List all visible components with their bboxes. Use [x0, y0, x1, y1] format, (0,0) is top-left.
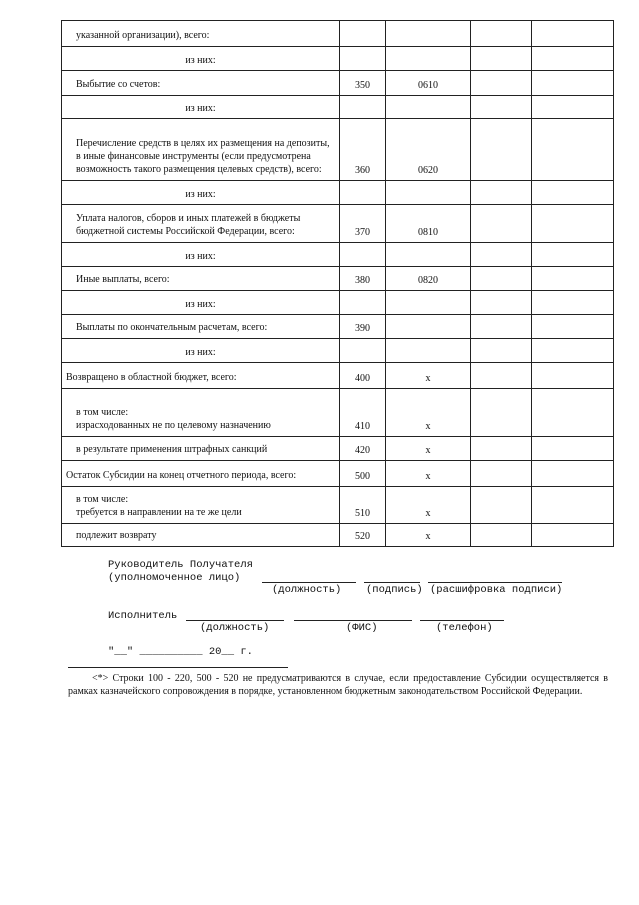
table-row: [62, 267, 614, 291]
table-row: [62, 363, 614, 389]
value-cell: [471, 524, 532, 547]
phone-caption: (телефон): [436, 622, 493, 634]
line-number: 400: [340, 363, 386, 389]
decode-line: [428, 582, 562, 583]
line-number: [340, 243, 386, 267]
line-number: 420: [340, 437, 386, 461]
row-label: Уплата налогов, сборов и иных платежей в бюджеты бюджетной системы Российской Федерации, всего:: [62, 205, 340, 243]
code: x: [386, 389, 471, 437]
table-row: [62, 71, 614, 96]
table-row: [62, 389, 614, 437]
value-cell: [532, 339, 614, 363]
row-label: в том числе: израсходованных не по целевому назначению: [62, 389, 340, 437]
value-cell: [471, 389, 532, 437]
value-cell: [471, 205, 532, 243]
row-label: Возвращено в областной бюджет, всего:: [62, 363, 340, 389]
row-label: из них:: [62, 47, 340, 71]
value-cell: [532, 181, 614, 205]
value-cell: [532, 119, 614, 181]
head-title: Руководитель Получателя: [108, 559, 253, 571]
value-cell: [532, 71, 614, 96]
code: x: [386, 461, 471, 487]
value-cell: [471, 363, 532, 389]
value-cell: [532, 47, 614, 71]
line-number: 410: [340, 389, 386, 437]
subheader-row: [62, 96, 614, 119]
code: [386, 47, 471, 71]
value-cell: [471, 119, 532, 181]
footnote-separator: [68, 667, 288, 668]
table-row: [62, 119, 614, 181]
phone-line: [420, 620, 504, 621]
exec-position-caption: (должность): [200, 622, 270, 634]
code: [386, 21, 471, 47]
table-row: [62, 315, 614, 339]
code: x: [386, 363, 471, 389]
subheader-row: [62, 47, 614, 71]
row-label: из них:: [62, 181, 340, 205]
line-number: [340, 96, 386, 119]
code: [386, 96, 471, 119]
value-cell: [532, 363, 614, 389]
line-number: 520: [340, 524, 386, 547]
table-row: [62, 524, 614, 547]
value-cell: [471, 21, 532, 47]
subsidy-report-table: [61, 20, 614, 547]
row-label: из них:: [62, 291, 340, 315]
code: [386, 339, 471, 363]
code: [386, 181, 471, 205]
decode-caption: (расшифровка подписи): [430, 584, 563, 596]
code: 0610: [386, 71, 471, 96]
row-label: из них:: [62, 96, 340, 119]
code: 0620: [386, 119, 471, 181]
position-caption: (должность): [272, 584, 342, 596]
row-label: Иные выплаты, всего:: [62, 267, 340, 291]
code: [386, 291, 471, 315]
line-number: 390: [340, 315, 386, 339]
line-number: 360: [340, 119, 386, 181]
subheader-row: [62, 291, 614, 315]
code: 0810: [386, 205, 471, 243]
value-cell: [471, 181, 532, 205]
row-label: Остаток Субсидии на конец отчетного периода, всего:: [62, 461, 340, 487]
row-label: в результате применения штрафных санкций: [62, 437, 340, 461]
executor-label: Исполнитель: [108, 610, 178, 622]
value-cell: [532, 267, 614, 291]
table-row: [62, 487, 614, 524]
code: x: [386, 487, 471, 524]
position-line: [262, 582, 356, 583]
table-row: [62, 205, 614, 243]
value-cell: [532, 437, 614, 461]
table-row: [62, 21, 614, 47]
value-cell: [471, 487, 532, 524]
line-number: [340, 339, 386, 363]
value-cell: [532, 243, 614, 267]
line-number: 370: [340, 205, 386, 243]
code: x: [386, 437, 471, 461]
subheader-row: [62, 243, 614, 267]
subheader-row: [62, 181, 614, 205]
code: x: [386, 524, 471, 547]
value-cell: [532, 96, 614, 119]
code: [386, 243, 471, 267]
value-cell: [532, 205, 614, 243]
line-number: [340, 47, 386, 71]
row-label: Выбытие со счетов:: [62, 71, 340, 96]
line-number: 350: [340, 71, 386, 96]
code: 0820: [386, 267, 471, 291]
row-label: из них:: [62, 243, 340, 267]
value-cell: [471, 461, 532, 487]
table-row: [62, 437, 614, 461]
value-cell: [532, 461, 614, 487]
code: [386, 315, 471, 339]
row-label: подлежит возврату: [62, 524, 340, 547]
date-line: "__" __________ 20__ г.: [108, 646, 253, 658]
line-number: [340, 181, 386, 205]
value-cell: [471, 315, 532, 339]
row-label: Перечисление средств в целях их размещения на депозиты, в иные финансовые инструменты (если предусмотрена возможность такого размещения целевых средств), всего:: [62, 119, 340, 181]
value-cell: [532, 524, 614, 547]
head-subtitle: (уполномоченное лицо): [108, 572, 241, 584]
value-cell: [471, 291, 532, 315]
value-cell: [532, 389, 614, 437]
row-label: указанной организации), всего:: [62, 21, 340, 47]
row-label: из них:: [62, 339, 340, 363]
footnote: <*> Строки 100 - 220, 500 - 520 не предусматриваются в случае, если предоставление Субсидии осуществляется в рамках казначейского сопровождения в порядке, установленном бюджетным законодательством Российской Федерации.: [68, 673, 608, 697]
value-cell: [532, 21, 614, 47]
value-cell: [471, 243, 532, 267]
value-cell: [471, 437, 532, 461]
value-cell: [532, 291, 614, 315]
line-number: 380: [340, 267, 386, 291]
subheader-row: [62, 339, 614, 363]
value-cell: [532, 315, 614, 339]
fio-line: [294, 620, 412, 621]
row-label: в том числе: требуется в направлении на те же цели: [62, 487, 340, 524]
exec-position-line: [186, 620, 284, 621]
sign-caption: (подпись): [366, 584, 423, 596]
line-number: 500: [340, 461, 386, 487]
value-cell: [471, 339, 532, 363]
sign-line: [364, 582, 420, 583]
table-row: [62, 461, 614, 487]
value-cell: [471, 267, 532, 291]
value-cell: [471, 96, 532, 119]
line-number: [340, 291, 386, 315]
row-label: Выплаты по окончательным расчетам, всего:: [62, 315, 340, 339]
line-number: [340, 21, 386, 47]
value-cell: [471, 47, 532, 71]
line-number: 510: [340, 487, 386, 524]
fio-caption: (ФИС): [346, 622, 378, 634]
value-cell: [532, 487, 614, 524]
value-cell: [471, 71, 532, 96]
